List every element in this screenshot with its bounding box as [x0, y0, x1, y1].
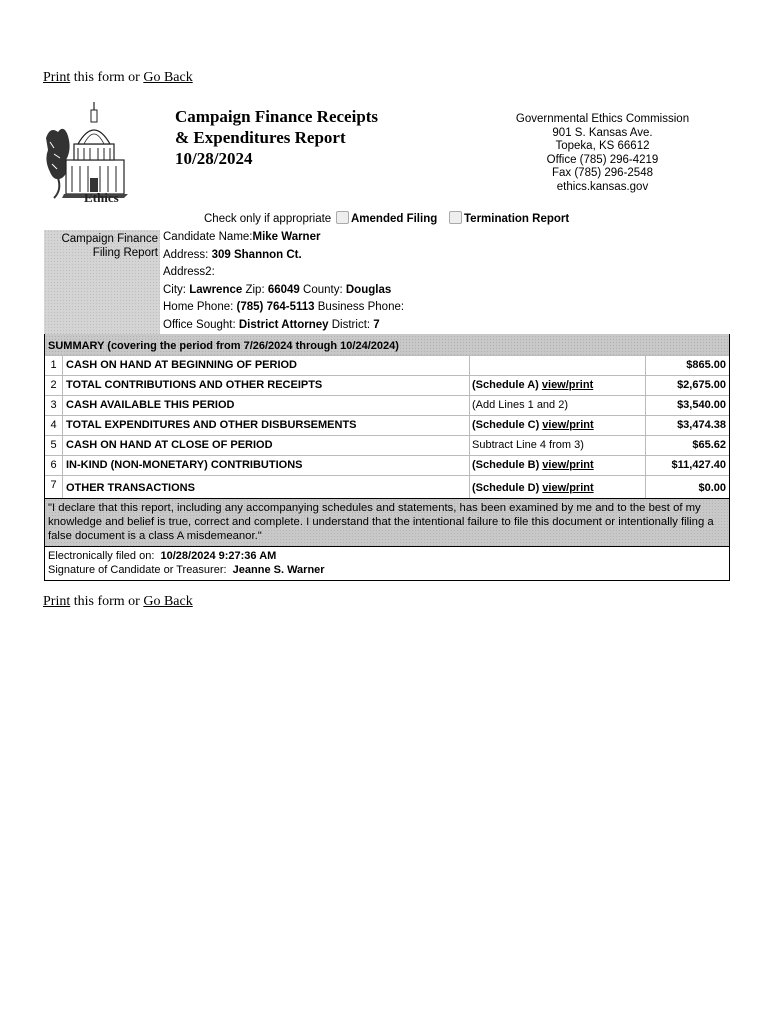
- org-fax: Fax (785) 296-2548: [551, 167, 653, 180]
- row-number: 1: [50, 359, 57, 371]
- summary-row: [45, 435, 729, 455]
- row-label: TOTAL CONTRIBUTIONS AND OTHER RECEIPTS: [62, 376, 470, 395]
- summary-row: [45, 455, 729, 475]
- row-amount: $3,540.00: [677, 399, 726, 411]
- row-label: IN-KIND (NON-MONETARY) CONTRIBUTIONS: [62, 456, 470, 475]
- bottom-nav: [43, 594, 193, 610]
- org-city: Topeka, KS 66612: [555, 140, 650, 153]
- summary-rows: [45, 355, 729, 498]
- row-amount: $11,427.40: [671, 459, 726, 471]
- termination-checkbox[interactable]: [449, 211, 462, 224]
- org-website: ethics.kansas.gov: [556, 180, 649, 193]
- address2-line: [163, 266, 215, 278]
- row-label: OTHER TRANSACTIONS: [62, 476, 470, 498]
- nav-text: this form or: [73, 70, 140, 85]
- report-title: [175, 106, 378, 169]
- row-amount: $865.00: [686, 359, 726, 371]
- print-link-bottom[interactable]: Print: [43, 594, 71, 609]
- row-label: CASH ON HAND AT CLOSE OF PERIOD: [62, 436, 470, 455]
- schedule-label: (Schedule C): [472, 419, 540, 431]
- schedule-label: (Add Lines 1 and 2): [472, 399, 569, 411]
- go-back-link[interactable]: Go Back: [143, 70, 193, 85]
- amended-label: Amended Filing: [351, 213, 438, 225]
- efiled-label: Electronically filed on:: [48, 550, 155, 563]
- city-label: City:: [163, 284, 186, 296]
- schedule-label: (Schedule B): [472, 459, 540, 471]
- phone-line: [163, 301, 404, 313]
- summary-table: [44, 334, 730, 581]
- org-street: 901 S. Kansas Ave.: [552, 126, 653, 139]
- candidate-city: Lawrence: [189, 284, 243, 296]
- district: 7: [373, 319, 380, 331]
- row-amount: $65.62: [692, 439, 726, 451]
- commission-address: [505, 113, 700, 195]
- office-line: [163, 319, 380, 331]
- row-number: 2: [50, 379, 57, 391]
- row-schedule: [469, 396, 646, 415]
- row-number: 6: [50, 459, 57, 471]
- summary-row: [45, 375, 729, 395]
- org-name: Governmental Ethics Commission: [515, 113, 690, 125]
- view-print-link[interactable]: view/print: [542, 459, 594, 471]
- county-label: County:: [303, 284, 343, 296]
- schedule-label: (Schedule D): [472, 482, 540, 494]
- check-prompt: Check only if appropriate: [204, 213, 332, 225]
- summary-row: [45, 415, 729, 435]
- view-print-link[interactable]: view/print: [542, 482, 594, 494]
- home-phone-label: Home Phone:: [163, 301, 234, 313]
- row-number: 3: [50, 399, 57, 411]
- address-label: Address:: [163, 249, 209, 261]
- business-phone-label: Business Phone:: [317, 301, 405, 313]
- candidate-address: 309 Shannon Ct.: [211, 249, 302, 261]
- ethics-capitol-logo: [44, 98, 130, 206]
- filing-label-line-1: Campaign Finance: [61, 233, 158, 245]
- logo-text: Ethics: [84, 190, 119, 205]
- office-sought: District Attorney: [238, 319, 329, 331]
- row-schedule: [469, 476, 646, 498]
- candidate-name: Mike Warner: [252, 231, 321, 243]
- city-line: [163, 284, 391, 296]
- summary-row: [45, 395, 729, 415]
- efiled-block: [45, 547, 729, 580]
- termination-label: Termination Report: [464, 213, 570, 225]
- go-back-link-bottom[interactable]: Go Back: [143, 594, 193, 609]
- row-number: 7: [50, 479, 57, 491]
- address-line: [163, 249, 302, 261]
- row-label: CASH ON HAND AT BEGINNING OF PERIOD: [62, 356, 470, 375]
- row-schedule: [469, 356, 646, 375]
- signature-label: Signature of Candidate or Treasurer:: [48, 563, 227, 576]
- schedule-label: Subtract Line 4 from 3): [472, 439, 584, 451]
- candidate-county: Douglas: [345, 284, 392, 296]
- address2-label: Address2:: [163, 266, 215, 278]
- top-nav: [43, 70, 193, 86]
- report-date: 10/28/2024: [175, 149, 253, 168]
- row-schedule: [469, 456, 646, 475]
- row-schedule: [469, 436, 646, 455]
- candidate-name-line: [163, 231, 320, 243]
- office-label: Office Sought:: [163, 319, 236, 331]
- summary-heading: SUMMARY (covering the period from 7/26/2024 through 10/24/2024): [45, 334, 729, 355]
- title-line-2: & Expenditures Report: [175, 128, 346, 147]
- row-amount: $2,675.00: [677, 379, 726, 391]
- org-office-phone: Office (785) 296-4219: [546, 153, 659, 166]
- summary-row: [45, 355, 729, 375]
- declaration: "I declare that this report, including any accompanying schedules and statements, has been examined by me and to the best of my knowledge and belief is true, correct and complete. I understand that the intentional failure to file this document or intentionally filing a false document is a class A misdemeanor.": [45, 498, 729, 547]
- amended-checkbox[interactable]: [336, 211, 349, 224]
- row-number: 4: [50, 419, 57, 431]
- view-print-link[interactable]: view/print: [542, 419, 594, 431]
- filing-report-label: [44, 230, 160, 334]
- district-label: District:: [331, 319, 371, 331]
- filing-label-line-2: Filing Report: [92, 247, 158, 259]
- view-print-link[interactable]: view/print: [541, 379, 594, 391]
- signature: Jeanne S. Warner: [232, 563, 325, 576]
- candidate-name-label: Candidate Name:: [163, 231, 253, 243]
- summary-row: [45, 475, 729, 498]
- row-label: CASH AVAILABLE THIS PERIOD: [62, 396, 470, 415]
- home-phone: (785) 764-5113: [236, 301, 315, 313]
- nav-text-bottom: this form or: [73, 594, 140, 609]
- row-amount: $3,474.38: [677, 419, 726, 431]
- schedule-label: (Schedule A): [472, 379, 539, 391]
- row-number: 5: [50, 439, 57, 451]
- zip-label: Zip:: [245, 284, 265, 296]
- row-schedule: [469, 376, 646, 395]
- title-line-1: Campaign Finance Receipts: [175, 107, 379, 126]
- row-amount: $0.00: [698, 482, 726, 494]
- candidate-zip: 66049: [267, 284, 300, 296]
- row-schedule: [469, 416, 646, 435]
- check-row: [0, 211, 770, 229]
- print-link[interactable]: Print: [43, 70, 71, 85]
- efiled-date: 10/28/2024 9:27:36 AM: [160, 550, 277, 563]
- row-label: TOTAL EXPENDITURES AND OTHER DISBURSEMENTS: [62, 416, 470, 435]
